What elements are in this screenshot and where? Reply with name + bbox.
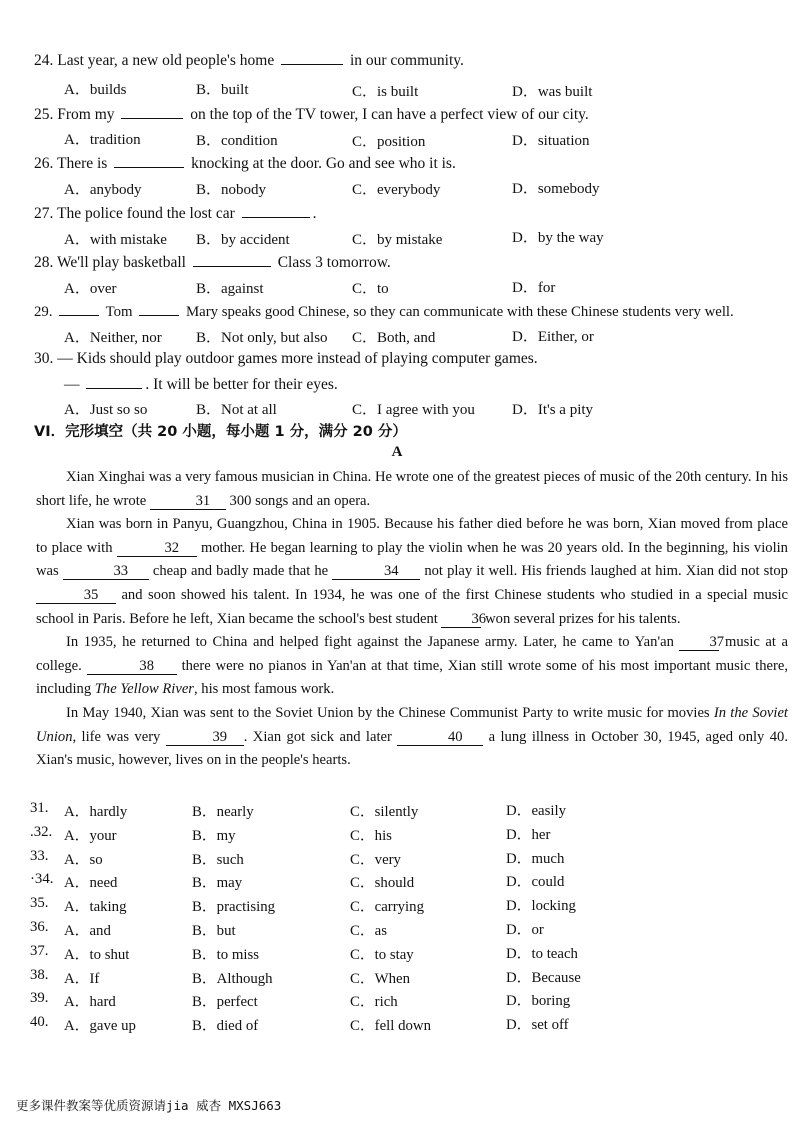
option-b: B．built — [196, 82, 249, 98]
question-text: — Kids should play outdoor games more instead of playing computer games. — [57, 350, 538, 367]
blank-40: 40 — [397, 729, 483, 746]
option-a: A．anybody — [64, 182, 142, 198]
cloze-option-a: A．If — [64, 970, 100, 987]
answer-blank — [114, 153, 184, 168]
question-number: 29. — [34, 304, 53, 320]
cloze-option-c: C．silently — [350, 804, 419, 820]
cloze-option-c: C．should — [350, 875, 415, 892]
option-a: A．Neither, nor — [64, 330, 162, 346]
option-c: C．position — [352, 134, 426, 150]
cloze-option-number: 36. — [30, 919, 49, 935]
answer-blank — [121, 104, 183, 119]
cloze-option-c: C．his — [350, 827, 392, 844]
question-30-reply — [64, 374, 338, 394]
question-text: Class 3 tomorrow. — [277, 254, 391, 271]
cloze-option-number: 31. — [30, 800, 49, 816]
cloze-option-number: 35. — [30, 895, 49, 912]
option-b: B．Not only, but also — [196, 330, 328, 346]
cloze-option-d: D．locking — [506, 898, 576, 915]
question-text: We'll play basketball — [56, 254, 186, 271]
cloze-option-d: D．could — [506, 874, 565, 891]
cloze-option-d: D．easily — [506, 803, 566, 819]
blank-37: 37 — [679, 634, 719, 651]
question-text: knocking at the door. Go and see who it is. — [191, 155, 456, 172]
question-number: 27. — [34, 205, 54, 222]
answer-blank — [59, 301, 99, 316]
option-d: D．by the way — [512, 230, 604, 246]
question-26 — [34, 153, 456, 173]
cloze-option-number: ·34. — [30, 871, 54, 888]
cloze-option-a: A．taking — [64, 899, 127, 916]
blank-31: 31 — [150, 493, 226, 510]
cloze-option-b: B．Although — [192, 970, 273, 987]
answer-blank — [86, 374, 142, 389]
cloze-option-a: A．your — [64, 827, 117, 844]
blank-35: 35 — [36, 587, 116, 604]
cloze-option-a: A．to shut — [64, 946, 130, 963]
paragraph: In May 1940, Xian was sent to the Soviet Union by the Chinese Communist Party to write music for movies In the Soviet Union, life was very 39 . Xian got sick and later 40 a lung illness in October 30, 1945, aged only 40. Xian's music, however, lives on in the people's hearts. — [36, 704, 788, 769]
cloze-option-b: B．practising — [192, 899, 276, 916]
cloze-option-b: B．died of — [192, 1018, 259, 1035]
cloze-option-a: A．hard — [64, 994, 116, 1011]
paragraph: Xian was born in Panyu, Guangzhou, China in 1905. Because his father died before he was born, Xian moved from place to place with 32 mother. He began learning to play the violin when he was 20 years old. In the beginning, his violin was 33 cheap and badly made that he 34 not play it well. His friends laughed at him. Xian did not stop 35 and soon showed his talent. In 1934, he was one of the first Chinese students who studied in a special music school in Paris. Before he left, Xian became the school's best student 36 won several prizes for his talents. — [36, 516, 788, 627]
cloze-option-number: 39. — [30, 990, 49, 1007]
cloze-option-d: D．much — [506, 850, 565, 867]
option-a: A．tradition — [64, 132, 141, 148]
cloze-option-b: B．but — [192, 923, 236, 939]
option-a: A．with mistake — [64, 232, 167, 248]
question-text: Last year, a new old people's home — [57, 52, 275, 69]
question-text: Tom — [105, 304, 133, 320]
answer-blank — [281, 50, 343, 65]
question-text: Mary speaks good Chinese, so they can communicate with these Chinese students very well. — [185, 304, 734, 320]
cloze-option-number: 33. — [30, 847, 49, 864]
blank-39: 39 — [166, 729, 244, 746]
paragraph: Xian Xinghai was a very famous musician in China. He wrote one of the greatest pieces of music of the 20th century. In his short life, he wrote 31 300 songs and an opera. — [36, 469, 788, 509]
question-29 — [34, 301, 734, 321]
cloze-option-a: A．so — [64, 851, 103, 868]
cloze-option-b: B．nearly — [192, 804, 254, 820]
option-b: B．condition — [196, 133, 278, 149]
question-number: 24. — [34, 52, 54, 69]
question-27 — [34, 203, 317, 223]
question-number: 28. — [34, 254, 54, 271]
question-text: The police found the lost car — [56, 205, 235, 222]
option-c: C．to — [352, 281, 389, 297]
passage-title: A — [391, 444, 403, 460]
question-28 — [34, 252, 391, 272]
option-a: A．Just so so — [64, 402, 148, 418]
option-d: D．Either, or — [512, 329, 594, 345]
cloze-option-number: 40. — [30, 1014, 49, 1031]
cloze-option-a: A．hardly — [64, 804, 128, 820]
cloze-option-d: D．to teach — [506, 945, 578, 962]
cloze-option-number: 37. — [30, 942, 49, 959]
question-30 — [34, 350, 538, 368]
cloze-option-number: .32. — [30, 823, 53, 840]
question-number: 26. — [34, 155, 54, 172]
option-b: B．by accident — [196, 232, 290, 248]
question-text: in our community. — [349, 52, 464, 69]
cloze-option-d: D．Because — [506, 969, 581, 986]
question-24 — [34, 50, 464, 70]
question-text: . It will be better for their eyes. — [145, 376, 338, 393]
option-a: A．over — [64, 281, 117, 297]
cloze-option-a: A．and — [64, 923, 111, 939]
blank-38: 38 — [87, 658, 177, 675]
option-d: D．It's a pity — [512, 402, 594, 418]
option-c: C．by mistake — [352, 232, 443, 248]
question-text: on the top of the TV tower, I can have a perfect view of our city. — [190, 106, 589, 123]
option-c: C．everybody — [352, 182, 441, 198]
question-number: 25. — [34, 106, 54, 123]
option-b: B．nobody — [196, 182, 267, 198]
blank-34: 34 — [332, 563, 420, 580]
dash: — — [64, 376, 80, 393]
question-text: From my — [57, 106, 115, 123]
cloze-option-a: A．need — [64, 875, 118, 892]
answer-blank — [193, 252, 271, 267]
option-d: D．was built — [512, 84, 593, 100]
blank-33: 33 — [63, 563, 149, 580]
cloze-option-c: C．carrying — [350, 899, 424, 916]
cloze-passage — [36, 466, 788, 773]
cloze-option-b: B．may — [192, 875, 243, 892]
option-d: D．situation — [512, 133, 590, 149]
option-c: C．I agree with you — [352, 402, 475, 418]
cloze-option-c: C．very — [350, 851, 401, 868]
cloze-option-c: C．rich — [350, 994, 398, 1011]
cloze-option-c: C．as — [350, 923, 387, 939]
cloze-option-c: C．When — [350, 970, 410, 987]
option-d: D．somebody — [512, 181, 600, 197]
question-25 — [34, 104, 589, 124]
cloze-option-d: D．or — [506, 922, 544, 938]
cloze-option-c: C．fell down — [350, 1018, 431, 1035]
cloze-option-b: B．my — [192, 827, 236, 844]
cloze-option-d: D．boring — [506, 993, 571, 1010]
blank-36: 36 — [441, 611, 481, 628]
cloze-option-b: B．perfect — [192, 994, 258, 1011]
cloze-option-d: D．her — [506, 826, 551, 843]
cloze-option-b: B．to miss — [192, 946, 260, 963]
option-b: B．against — [196, 281, 264, 297]
option-c: C．is built — [352, 84, 419, 100]
answer-blank — [242, 203, 310, 218]
option-d: D．for — [512, 280, 556, 296]
option-a: A．builds — [64, 82, 127, 98]
cloze-option-b: B．such — [192, 851, 244, 868]
cloze-option-c: C．to stay — [350, 946, 414, 963]
question-number: 30. — [34, 350, 54, 367]
option-c: C．Both, and — [352, 330, 436, 346]
cloze-option-a: A．gave up — [64, 1018, 136, 1035]
footer-note: 更多课件教案等优质资源请jia 威杏 MXSJ663 — [16, 1098, 282, 1113]
paragraph: In 1935, he returned to China and helped fight against the Japanese army. Later, he came to Yan'an 37 music at a college. 38 there were no pianos in Yan'an at that time, Xian still wrote some of his most important music there, including The Yellow River, his most famous work. — [36, 634, 788, 698]
cloze-option-number: 38. — [30, 966, 49, 983]
question-text: . — [312, 205, 317, 222]
section-title: VI．完形填空（共 20 小题，每小题 1 分，满分 20 分） — [34, 424, 407, 440]
option-b: B．Not at all — [196, 402, 277, 418]
question-text: There is — [56, 155, 108, 172]
blank-32: 32 — [117, 540, 197, 557]
cloze-option-d: D．set off — [506, 1017, 569, 1034]
answer-blank — [139, 301, 179, 316]
